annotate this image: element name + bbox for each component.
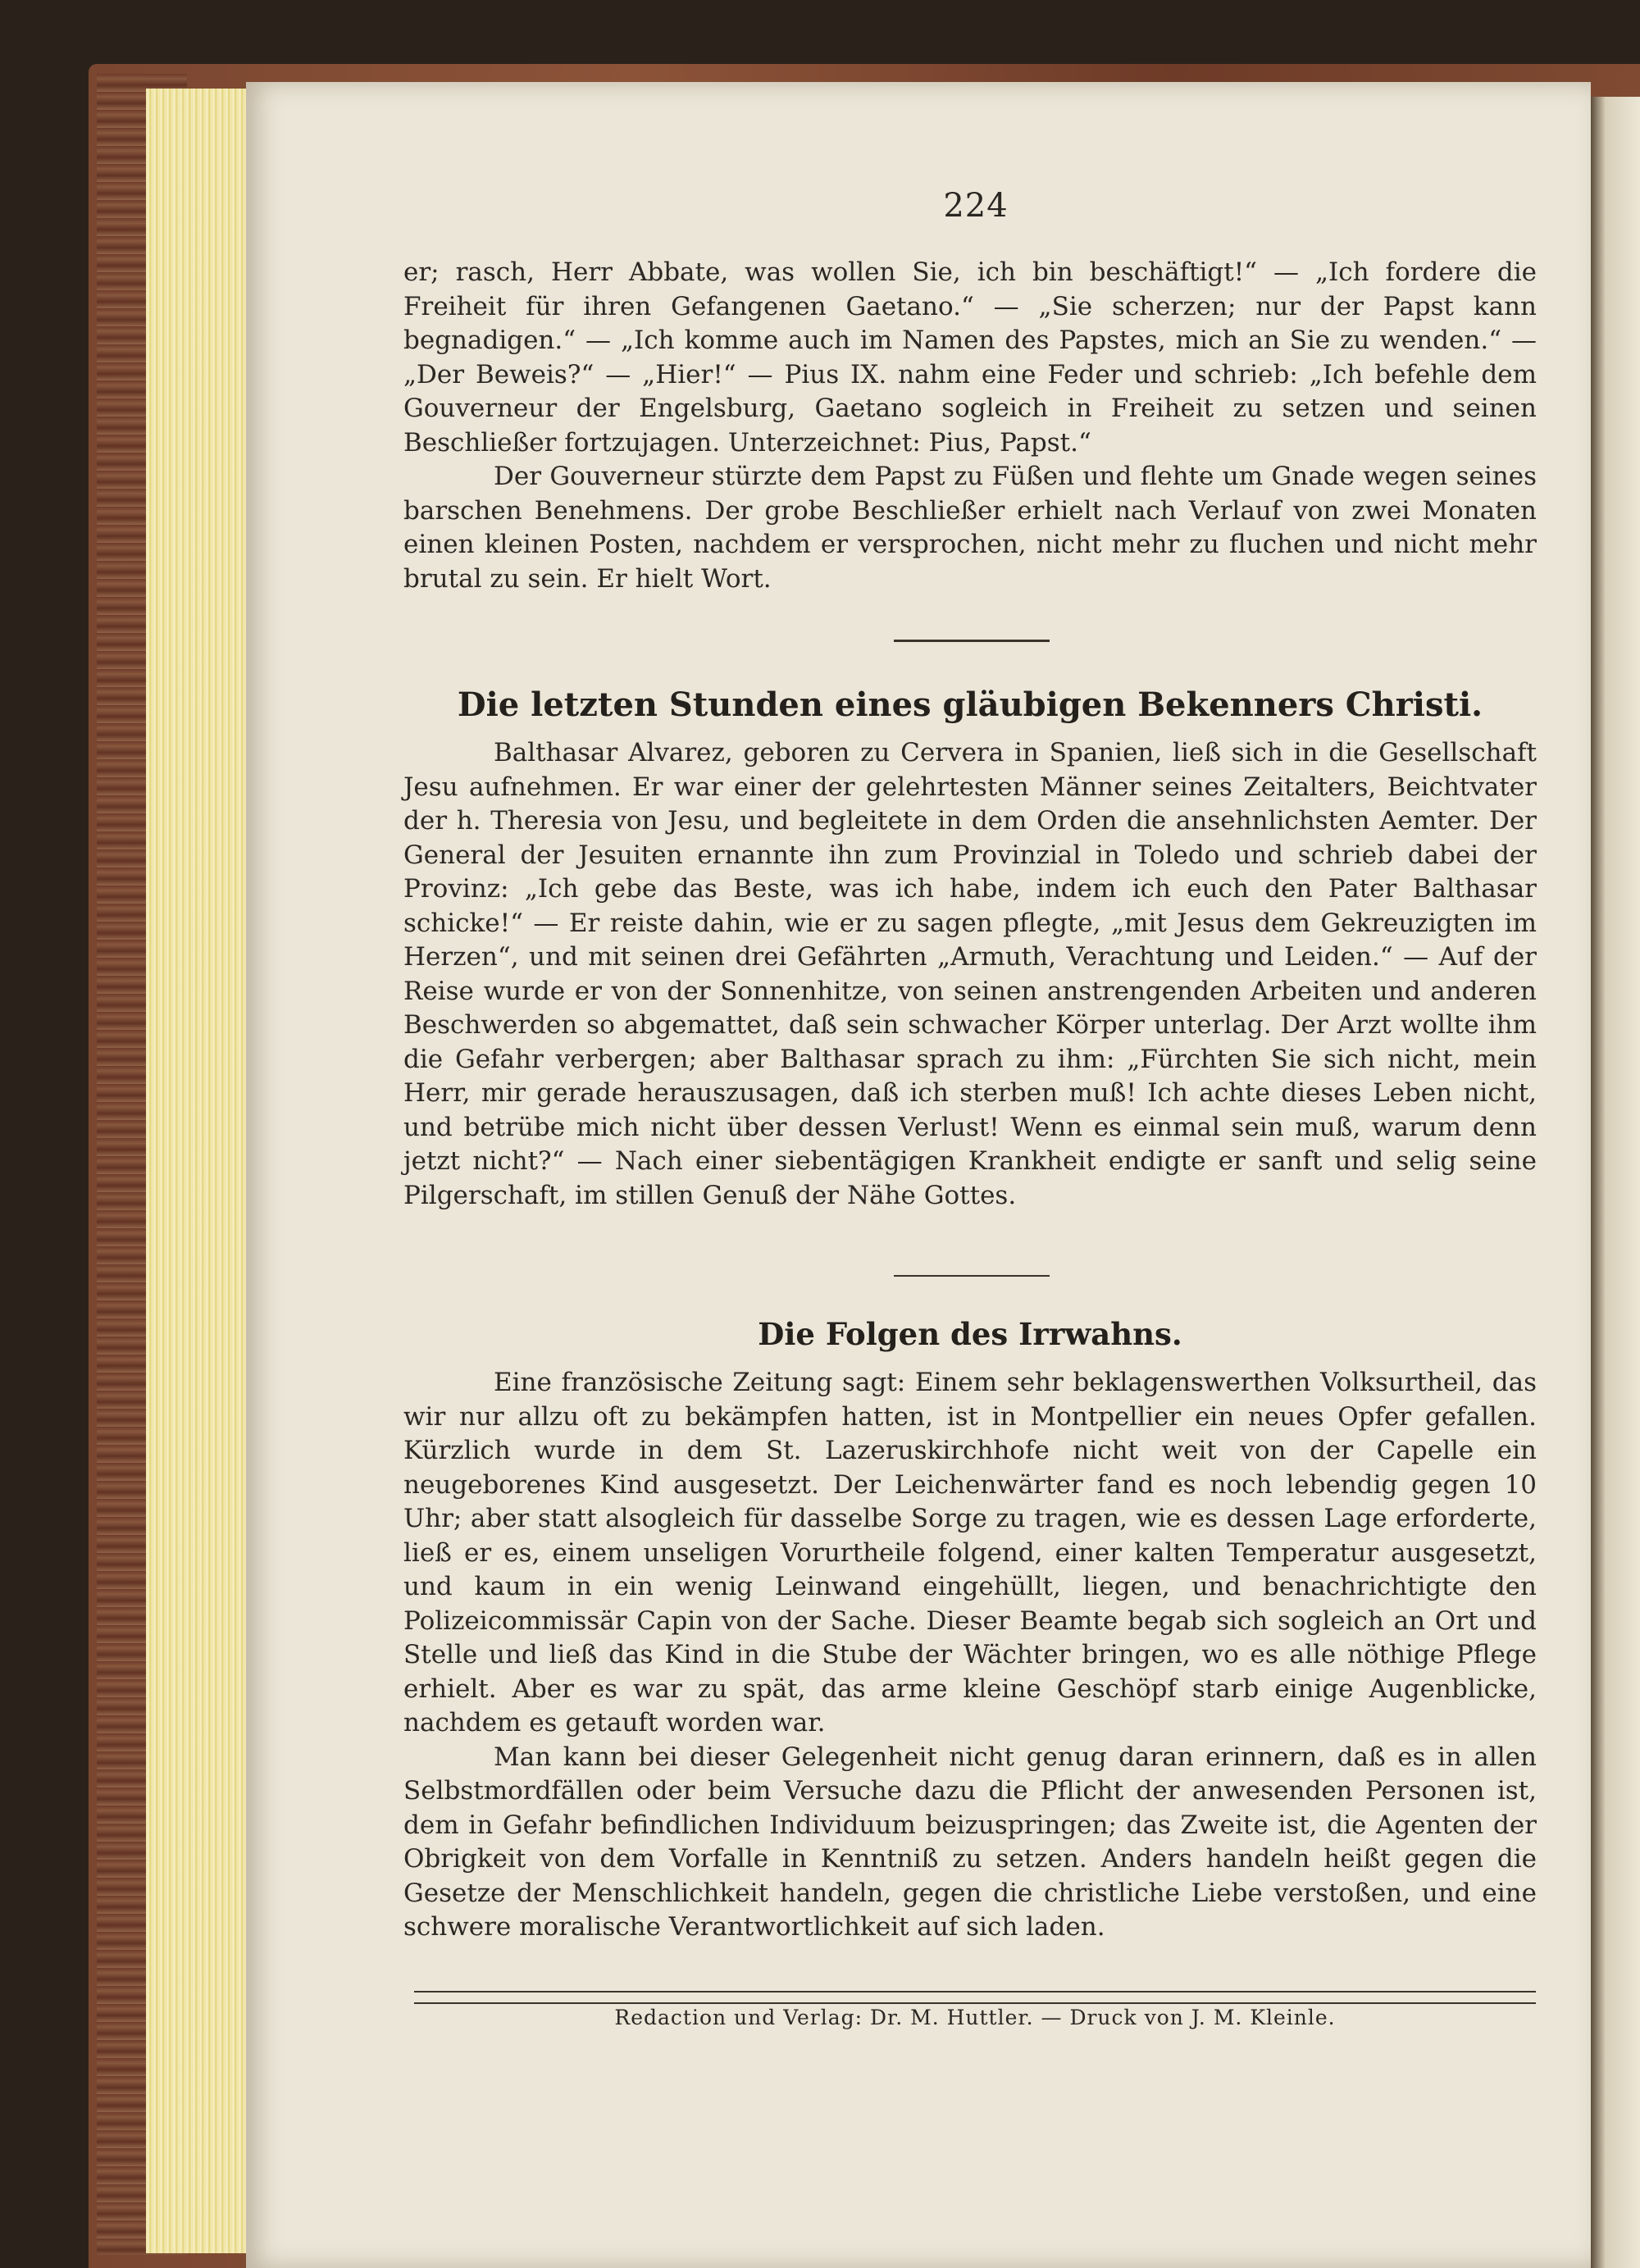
article-continuation [403, 256, 1537, 596]
facing-page-edge [1591, 97, 1640, 2268]
page-number: 224 [943, 187, 1009, 225]
section-title: Die Folgen des Irrwahns. [758, 1316, 1182, 1352]
paragraph: Der Gouverneur stürzte dem Papst zu Füßen und flehte um Gnade wegen seines barschen Benehmens. Der grobe Beschließer erhielt nach Verlauf von zwei Monaten einen kleinen Posten, nachdem er versprochen, nicht mehr zu fluchen und nicht mehr brutal zu sein. Er hielt Wort. [403, 462, 1537, 594]
paragraph: Man kann bei dieser Gelegenheit nicht genug daran erinnern, daß es in allen Selbstmordfällen oder beim Versuche dazu die Pflicht der anwesenden Personen ist, dem in Gefahr befindlichen Individuum beizuspringen; das Zweite ist, die Agenten der Obrigkeit von dem Vorfalle in Kenntniß zu setzen. Anders handeln heißt gegen die Gesetze der Menschlichkeit handeln, gegen die christliche Liebe verstoßen, und eine schwere moralische Verantwortlichkeit auf sich laden. [403, 1742, 1537, 1942]
section-body [403, 1366, 1537, 1945]
section-body [403, 736, 1537, 1213]
section-divider [894, 1275, 1050, 1277]
section-title: Die letzten Stunden eines gläubigen Bekenners Christi. [457, 685, 1483, 724]
imprint-line: Redaction und Verlag: Dr. M. Huttler. — Druck von J. M. Kleinle. [614, 2006, 1336, 2029]
paragraph: Balthasar Alvarez, geboren zu Cervera in Spanien, ließ sich in die Gesellschaft Jesu aufnehmen. Er war einer der gelehrtesten Männer seines Zeitalters, Beichtvater der h. Theresia von Jesu, und begleitete in dem Orden die ansehnlichsten Aemter. Der General der Jesuiten ernannte ihn zum Provinzial in Toledo und schrieb dabei der Provinz: „Ich gebe das Beste, was ich habe, indem ich euch den Pater Balthasar schicke!“ — Er reiste dahin, wie er zu sagen pflegte, „mit Jesus dem Gekreuzigten im Herzen“, und mit seinen drei Gefährten „Armuth, Verachtung und Leiden.“ — Auf der Reise wurde er von der Sonnenhitze, von seinen anstrengenden Arbeiten und anderen Beschwerden so abgemattet, daß sein schwacher Körper unterlag. Der Arzt wollte ihm die Gefahr verbergen; aber Balthasar sprach zu ihm: „Fürchten Sie sich nicht, mein Herr, mir gerade herauszusagen, daß ich sterben muß! Ich achte dieses Leben nicht, und betrübe mich nicht über dessen Verlust! Wenn es einmal sein muß, warum denn jetzt nicht?“ — Nach einer siebentägigen Krankheit endigte er sanft und selig seine Pilgerschaft, im stillen Genuß der Nähe Gottes. [403, 738, 1537, 1210]
paragraph: er; rasch, Herr Abbate, was wollen Sie, ich bin beschäftigt!“ — „Ich fordere die Freiheit für ihren Gefangenen Gaetano.“ — „Sie scherzen; nur der Papst kann begnadigen.“ — „Ich komme auch im Namen des Papstes, mich an Sie zu wenden.“ — „Der Beweis?“ — „Hier!“ — Pius IX. nahm eine Feder und schrieb: „Ich befehle dem Gouverneur der Engelsburg, Gaetano sogleich in Freiheit zu setzen und seinen Beschließer fortzujagen. Unterzeichnet: Pius, Papst.“ [403, 257, 1537, 458]
footer-double-rule [414, 1991, 1536, 2004]
paragraph: Eine französische Zeitung sagt: Einem sehr beklagenswerthen Volksurtheil, das wir nur allzu oft zu bekämpfen hatten, ist in Montpellier ein neues Opfer gefallen. Kürzlich wurde in dem St. Lazeruskirchhofe nicht weit von der Capelle ein neugeborenes Kind ausgesetzt. Der Leichenwärter fand es noch lebendig gegen 10 Uhr; aber statt alsogleich für dasselbe Sorge zu tragen, wie es dessen Lage erforderte, ließ er es, einem unseligen Vorurtheile folgend, einer kalten Temperatur ausgesetzt, und kaum in ein wenig Leinwand eingehüllt, liegen, und benachrichtigte den Polizeicommissär Capin von der Sache. Dieser Beamte begab sich sogleich an Ort und Stelle und ließ das Kind in die Stube der Wächter bringen, wo es alle nöthige Pflege erhielt. Aber es war zu spät, das arme kleine Geschöpf starb einige Augenblicke, nachdem es getauft worden war. [403, 1368, 1537, 1737]
section-divider [894, 640, 1050, 642]
